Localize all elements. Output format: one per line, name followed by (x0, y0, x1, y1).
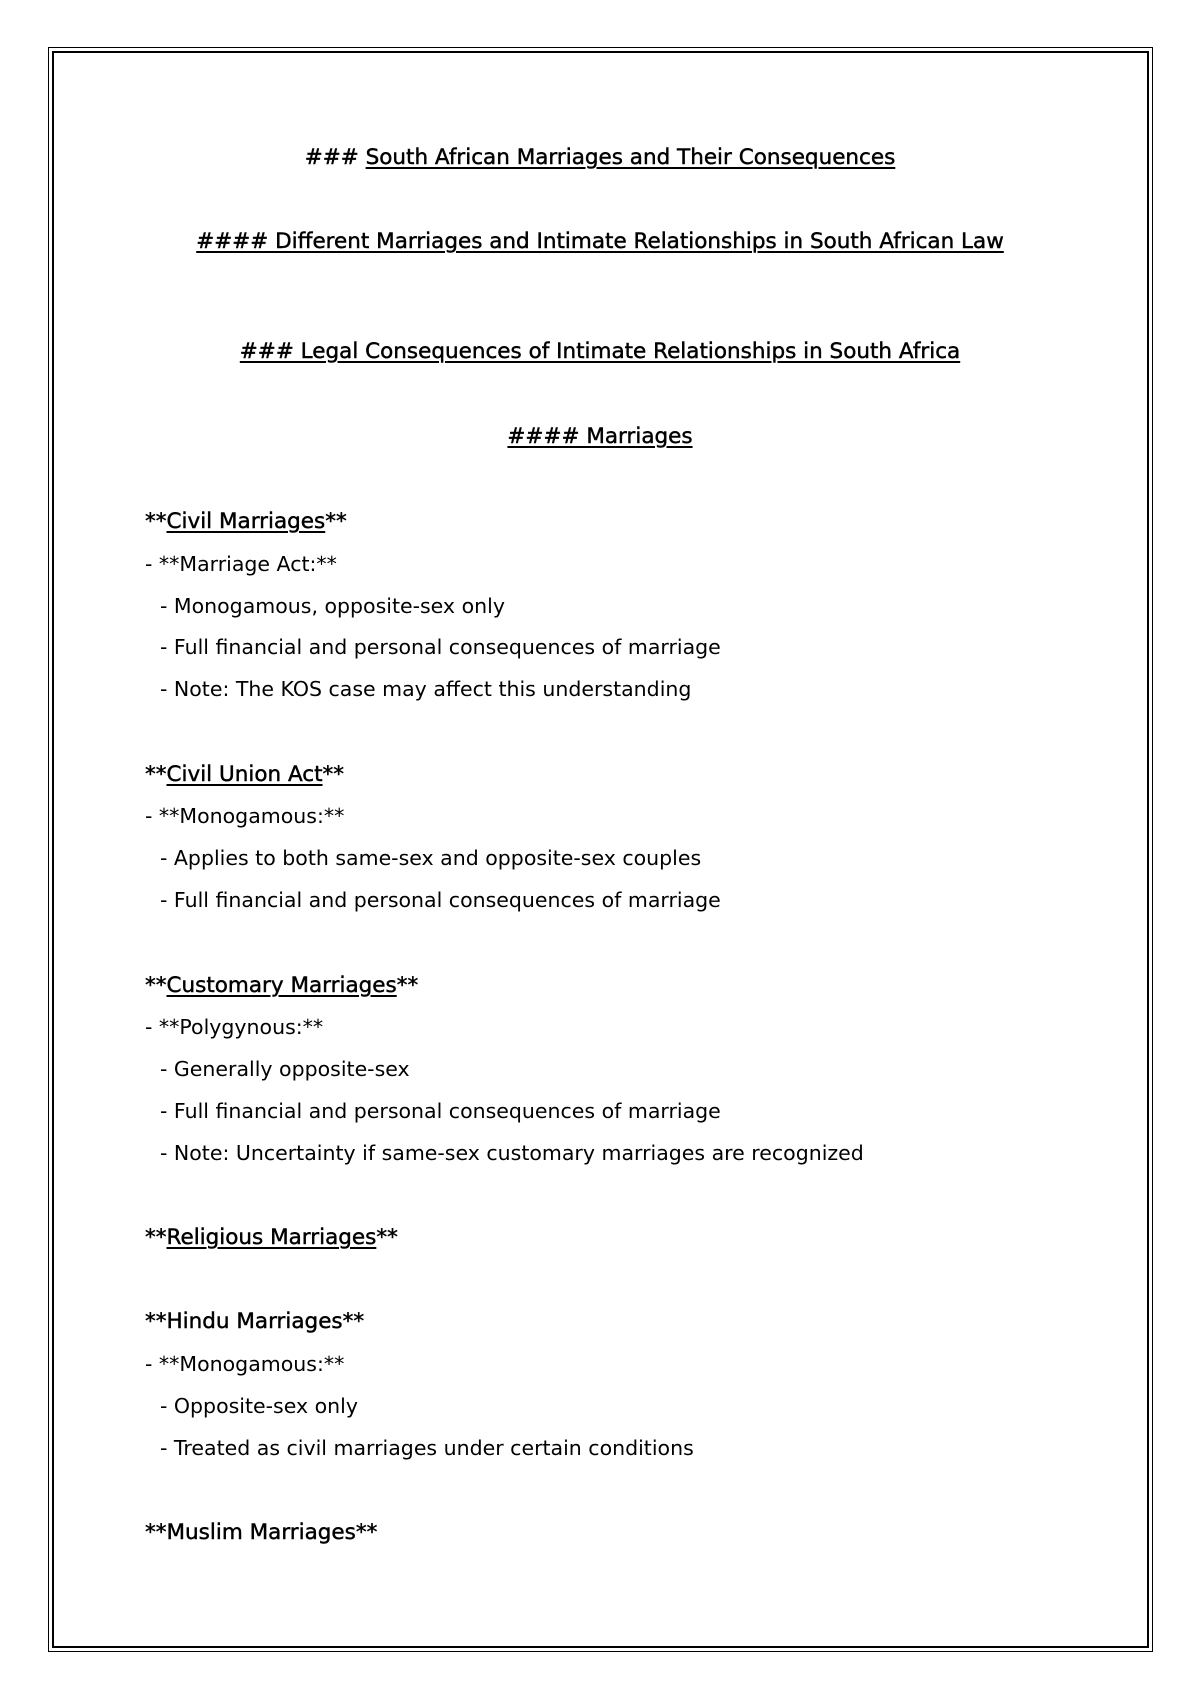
section-muslim-heading: **Muslim Marriages** (145, 1520, 378, 1545)
marriages-heading: #### Marriages (507, 424, 693, 449)
sub-list-item: - Full financial and personal consequences of marriage (160, 635, 721, 659)
section-religious-heading (145, 1225, 398, 1251)
list-item: - **Polygynous:** (145, 1015, 324, 1039)
sub-list-item: - Opposite-sex only (160, 1394, 358, 1418)
title-prefix: ### (304, 145, 366, 170)
section-title: Religious Marriages (166, 1225, 377, 1250)
section-title: Customary Marriages (166, 973, 397, 998)
sub-list-item: - Note: Uncertainty if same-sex customary marriages are recognized (160, 1141, 864, 1165)
sub-list-item: - Generally opposite-sex (160, 1057, 410, 1081)
markdown-bold-open: ** (145, 509, 167, 534)
section-customary-heading (145, 973, 418, 999)
document-subtitle: #### Different Marriages and Intimate Relationships in South African Law (196, 229, 1004, 254)
section-title: Civil Marriages (166, 509, 326, 534)
title-text: South African Marriages and Their Consequences (365, 145, 896, 170)
markdown-bold-open: ** (145, 762, 167, 787)
sub-list-item: - Full financial and personal consequences of marriage (160, 1099, 721, 1123)
markdown-bold-close: ** (396, 973, 419, 998)
section-civil-union-heading (145, 762, 344, 788)
legal-heading: ### Legal Consequences of Intimate Relationships in South Africa (239, 339, 961, 364)
list-item: - **Marriage Act:** (145, 552, 337, 576)
list-item: - **Monogamous:** (145, 1352, 345, 1376)
section-civil-marriages-heading (145, 509, 347, 535)
sub-list-item: - Full financial and personal consequences of marriage (160, 888, 721, 912)
markdown-bold-close: ** (325, 509, 347, 534)
section-title: Civil Union Act (166, 762, 323, 787)
sub-list-item: - Monogamous, opposite-sex only (160, 594, 505, 618)
markdown-bold-close: ** (322, 762, 345, 787)
sub-list-item: - Treated as civil marriages under certain conditions (160, 1436, 694, 1460)
markdown-bold-open: ** (145, 1225, 167, 1250)
section-hindu-heading: **Hindu Marriages** (145, 1309, 365, 1334)
document-title (145, 145, 1055, 171)
markdown-bold-close: ** (376, 1225, 398, 1250)
markdown-bold-open: ** (145, 973, 167, 998)
list-item: - **Monogamous:** (145, 804, 345, 828)
sub-list-item: - Note: The KOS case may affect this understanding (160, 677, 692, 701)
sub-list-item: - Applies to both same-sex and opposite-sex couples (160, 846, 702, 870)
